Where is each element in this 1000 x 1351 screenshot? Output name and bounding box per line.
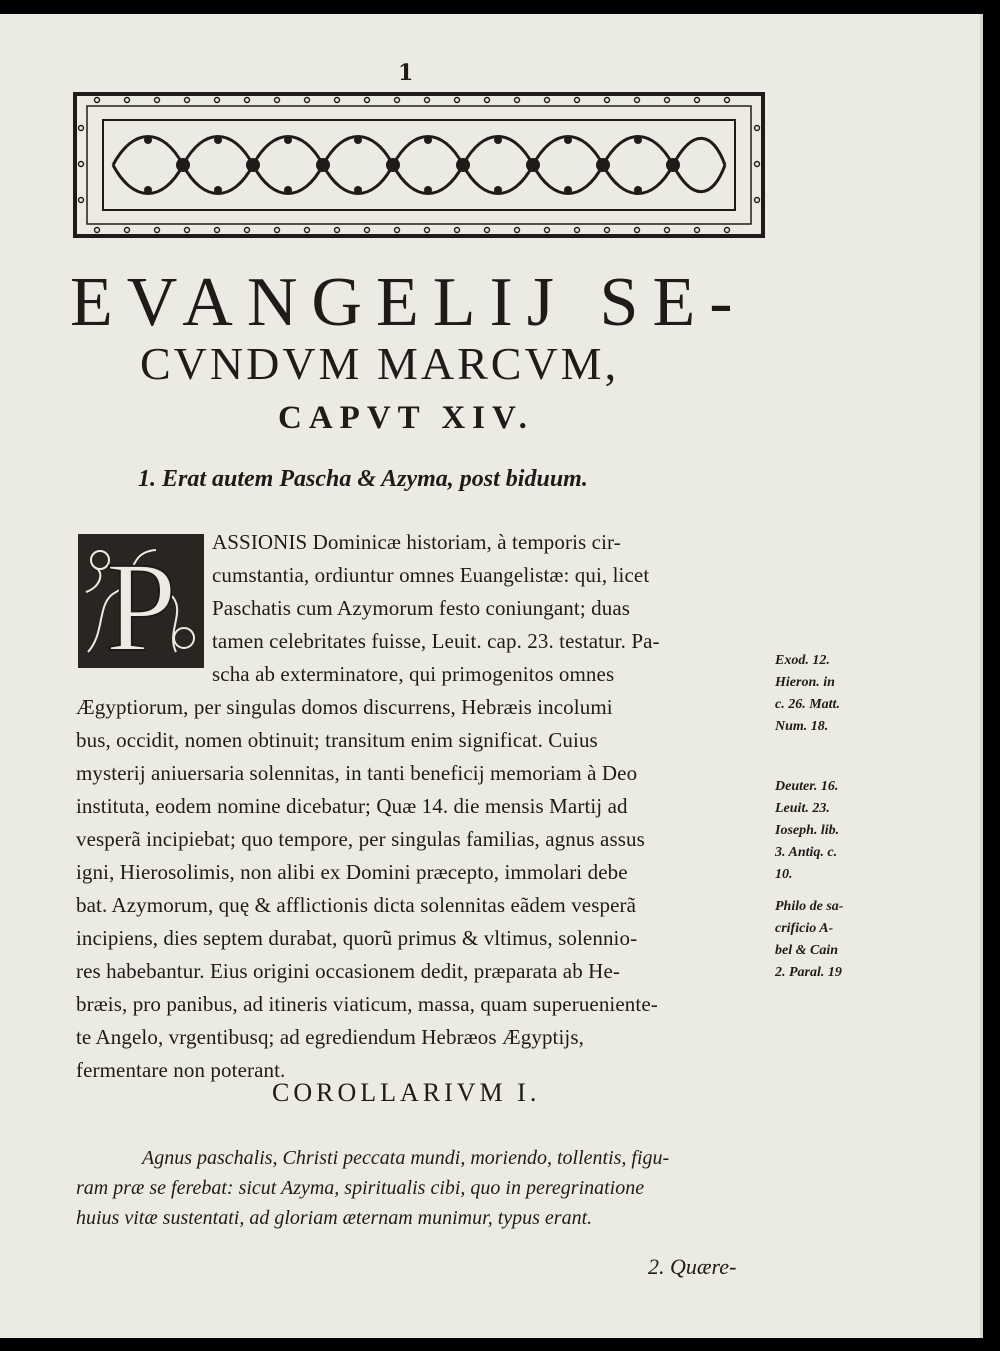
body-line: incipiens, dies septem durabat, quorũ primus & vltimus, solennio- [76, 926, 638, 950]
margin-note: 10. [775, 867, 793, 882]
body-line: Paschatis cum Azymorum festo coniungant; duas [212, 596, 631, 620]
corollary-heading: COROLLARIVM I. [272, 1078, 541, 1107]
body-line: cumstantia, ordiuntur omnes Euangelistæ: qui, licet [212, 563, 650, 587]
corollary-line: huius vitæ sustentati, ad gloriam æternam munimur, typus erant. [76, 1207, 593, 1229]
book-page [0, 14, 983, 1338]
body-line: Ægyptiorum, per singulas domos discurrens, Hebræis incolumi [76, 695, 613, 719]
catchword: 2. Quære- [648, 1254, 737, 1279]
corollary-line: Agnus paschalis, Christi peccata mundi, moriendo, tollentis, figu- [142, 1147, 670, 1169]
margin-note: Exod. 12. [775, 653, 830, 668]
margin-note: Leuit. 23. [775, 801, 830, 816]
body-line: te Angelo, vrgentibusq; ad egrediendum Hebræos Ægyptijs, [76, 1025, 584, 1049]
margin-note: c. 26. Matt. [775, 697, 840, 712]
body-line: mysterij aniuersaria solennitas, in tanti beneficij memoriam à Deo [76, 761, 638, 785]
body-line: res habebantur. Eius origini occasionem dedit, præparata ab He- [76, 959, 620, 983]
margin-note: 3. Antiq. c. [775, 845, 838, 860]
drop-cap-letter: P [105, 536, 177, 670]
body-line: instituta, eodem nomine dicebatur; Quæ 14. die mensis Martij ad [76, 794, 628, 818]
decorated-initial [76, 532, 206, 670]
margin-note: Hieron. in [775, 675, 835, 690]
title-line-1: EVANGELIJ SE- [70, 264, 747, 341]
margin-note: Num. 18. [775, 719, 829, 734]
body-line: tamen celebritates fuisse, Leuit. cap. 23. testatur. Pa- [212, 629, 660, 653]
margin-note: Ioseph. lib. [775, 823, 840, 838]
body-line: fermentare non poterant. [76, 1058, 286, 1082]
body-line: scha ab exterminatore, qui primogenitos omnes [212, 662, 615, 686]
verse-text: 1. Erat autem Pascha & Azyma, post biduum. [138, 466, 588, 492]
margin-note: 2. Paral. 19 [775, 965, 842, 980]
margin-note: Deuter. 16. [775, 779, 839, 794]
page-number: 1 [398, 60, 414, 86]
margin-note: crificio A- [775, 921, 834, 936]
body-line: bat. Azymorum, quę & afflictionis dicta solennitas eãdem vesperã [76, 893, 637, 917]
body-line: bræis, pro panibus, ad itineris viaticum, massa, quam superueniente- [76, 992, 658, 1016]
body-line: igni, Hierosolimis, non alibi ex Domini præcepto, immolari debe [76, 860, 628, 884]
body-line: vesperã incipiebat; quo tempore, per singulas familias, agnus assus [76, 827, 645, 851]
title-line-2: CVNDVM MARCVM, [140, 338, 620, 389]
ornamental-headpiece [73, 92, 765, 238]
body-line: bus, occidit, nomen obtinuit; transitum enim significat. Cuius [76, 728, 598, 752]
margin-note: Philo de sa- [775, 899, 844, 914]
corollary-line: ram præ se ferebat: sicut Azyma, spiritualis cibi, quo in peregrinatione [76, 1177, 645, 1199]
margin-note: bel & Cain [775, 943, 839, 958]
body-line: ASSIONIS Dominicæ historiam, à temporis cir- [212, 530, 621, 554]
chapter-heading: CAPVT XIV. [278, 400, 534, 436]
